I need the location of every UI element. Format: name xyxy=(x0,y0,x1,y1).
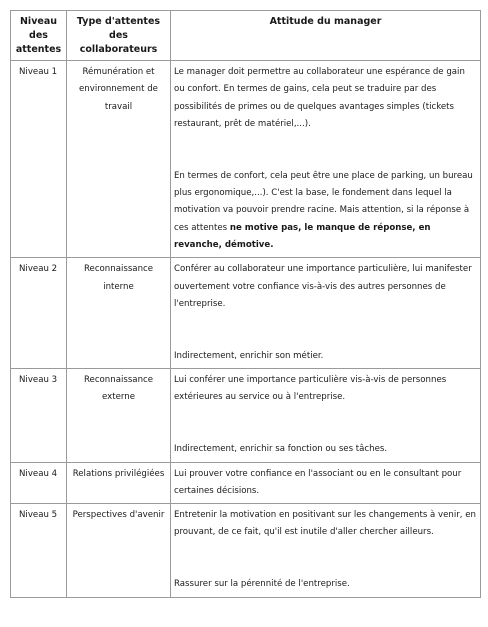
attitude-paragraph: Rassurer sur la pérennité de l'entreprise. xyxy=(174,579,350,590)
table-row xyxy=(11,504,481,597)
header-attitude: Attitude du manager xyxy=(171,11,481,61)
level-cell: Niveau 5 xyxy=(11,504,67,597)
attitude-cell xyxy=(171,61,481,258)
level-cell: Niveau 1 xyxy=(11,61,67,258)
attitude-emphasis: ne motive pas, le manque de réponse, en revanche, démotive. xyxy=(174,222,431,250)
table-row xyxy=(11,258,481,369)
type-cell: Perspectives d'avenir xyxy=(67,504,171,597)
motivation-table xyxy=(10,10,481,598)
type-cell: Relations privilégiées xyxy=(67,462,171,504)
table-row xyxy=(11,61,481,258)
attitude-paragraph: Indirectement, enrichir sa fonction ou ses tâches. xyxy=(174,444,388,455)
type-cell: Reconnaissance externe xyxy=(67,369,171,462)
header-row xyxy=(11,11,481,61)
attitude-paragraph: Conférer au collaborateur une importance particulière, lui manifester ouvertement votre confiance vis-à-vis des autres personnes de l'entreprise. xyxy=(174,264,472,309)
attitude-paragraph xyxy=(174,168,477,254)
header-type: Type d'attentes des collaborateurs xyxy=(67,11,171,61)
header-level: Niveau des attentes xyxy=(11,11,67,61)
attitude-cell xyxy=(171,258,481,369)
type-cell: Rémunération et environnement de travail xyxy=(67,61,171,258)
attitude-text: En termes de confort, cela peut être une place de parking, un bureau plus ergonomique,...). C'est la base, le fondement dans lequel la motivation va pouvoir prendre racine. Mais attention, si la réponse à ces attentes xyxy=(174,170,473,233)
level-cell: Niveau 3 xyxy=(11,369,67,462)
attitude-paragraph: Indirectement, enrichir son métier. xyxy=(174,350,324,361)
attitude-cell xyxy=(171,369,481,462)
attitude-paragraph: Lui conférer une importance particulière vis-à-vis de personnes extérieures au service ou à l'entreprise. xyxy=(174,375,447,403)
attitude-paragraph: Lui prouver votre confiance en l'associant ou en le consultant pour certaines décisions. xyxy=(174,468,462,496)
table-row xyxy=(11,462,481,504)
attitude-cell xyxy=(171,504,481,597)
attitude-cell xyxy=(171,462,481,504)
attitude-paragraph: Entretenir la motivation en positivant sur les changements à venir, en prouvant, de ce fait, qu'il est inutile d'aller chercher ailleurs. xyxy=(174,510,476,538)
level-cell: Niveau 4 xyxy=(11,462,67,504)
attitude-paragraph: Le manager doit permettre au collaborateur une espérance de gain ou confort. En termes de gains, cela peut se traduire par des possibilités de primes ou de quelques avantages simples (tickets restaurant, prêt de matériel,...). xyxy=(174,67,465,129)
table-row xyxy=(11,369,481,462)
level-cell: Niveau 2 xyxy=(11,258,67,369)
type-cell: Reconnaissance interne xyxy=(67,258,171,369)
